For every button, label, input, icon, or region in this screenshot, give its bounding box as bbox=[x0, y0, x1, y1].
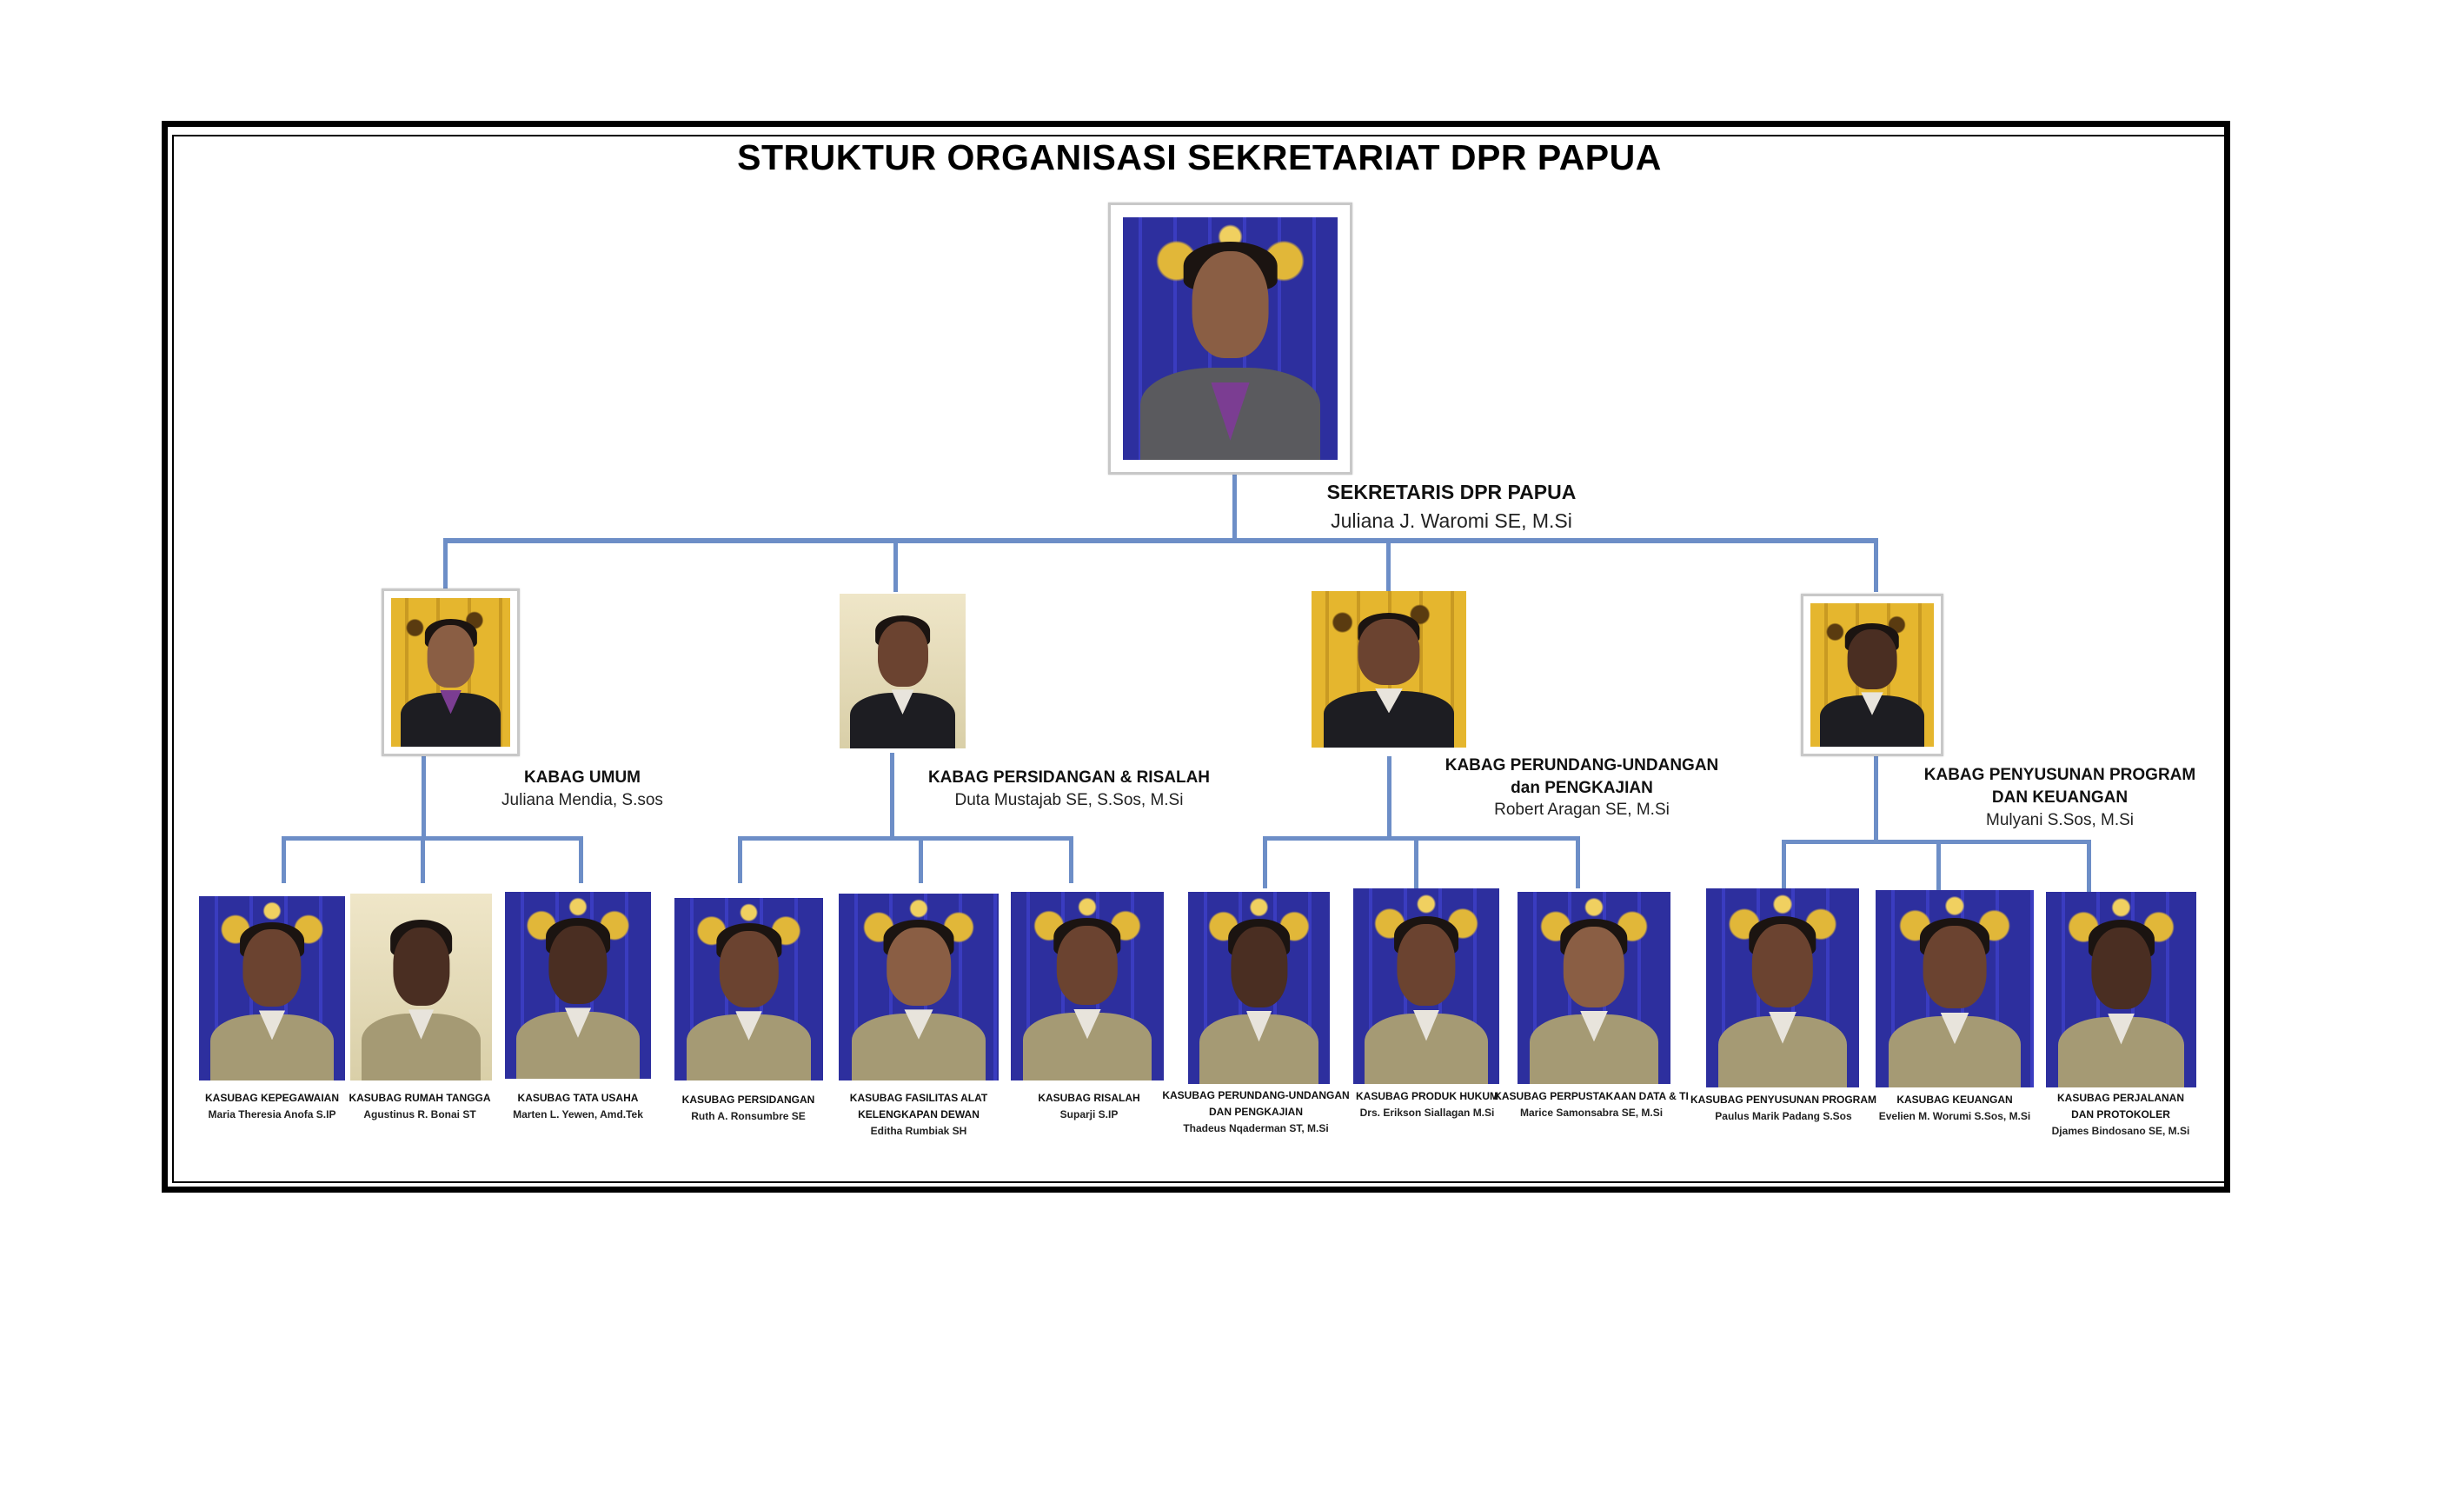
connector-g1-drop-b bbox=[421, 836, 425, 883]
kasubag-perjalanan-name: Djames Bindosano SE, M.Si bbox=[2051, 1125, 2190, 1137]
kasubag-photo bbox=[1353, 888, 1499, 1084]
kasubag-photo bbox=[839, 894, 999, 1080]
kasubag-rumah-tangga-name: Agustinus R. Bonai ST bbox=[363, 1108, 476, 1120]
sekretaris-role: SEKRETARIS DPR PAPUA bbox=[1326, 481, 1577, 503]
connector-g3-vertical bbox=[1387, 756, 1391, 840]
kasubag-persidangan-name: Ruth A. Ronsumbre SE bbox=[691, 1110, 806, 1122]
kabag-penyusunan-role-line2: DAN KEUANGAN bbox=[1991, 788, 2129, 807]
kasubag-photo bbox=[1188, 892, 1330, 1084]
kasubag-photo bbox=[350, 894, 492, 1080]
connector-top-vertical bbox=[1232, 474, 1237, 541]
kabag-umum-role: KABAG UMUM bbox=[523, 768, 641, 787]
connector-g2-drop-b bbox=[919, 836, 923, 883]
kasubag-tata-usaha-name: Marten L. Yewen, Amd.Tek bbox=[513, 1108, 643, 1120]
connector-g3-drop-c bbox=[1576, 836, 1580, 888]
kabag-penyusunan-name: Mulyani S.Sos, M.Si bbox=[1986, 811, 2134, 829]
kasubag-perpustakaan-name: Marice Samonsabra SE, M.Si bbox=[1519, 1107, 1664, 1119]
kasubag-kepegawaian-role: KASUBAG KEPEGAWAIAN bbox=[204, 1092, 339, 1104]
kasubag-persidangan-role: KASUBAG PERSIDANGAN bbox=[681, 1094, 815, 1106]
kasubag-produk-hukum-name: Drs. Erikson Siallagan M.Si bbox=[1359, 1107, 1495, 1119]
kasubag-tata-usaha-role: KASUBAG TATA USAHA bbox=[517, 1092, 639, 1104]
kabag-perundangan-role-line2: dan PENGKAJIAN bbox=[1511, 779, 1653, 797]
kasubag-fasilitas-role-line2: KELENGKAPAN DEWAN bbox=[858, 1108, 980, 1120]
kasubag-perjalanan-role-line2: DAN PROTOKOLER bbox=[2071, 1108, 2170, 1120]
connector-g2-drop-c bbox=[1069, 836, 1073, 883]
kasubag-produk-hukum-role: KASUBAG PRODUK HUKUM bbox=[1356, 1090, 1498, 1102]
kabag-persidangan-photo bbox=[840, 594, 966, 748]
connector-g1-drop-c bbox=[579, 836, 583, 883]
connector-g3-drop-a bbox=[1263, 836, 1267, 888]
kabag-perundangan-role-line1: KABAG PERUNDANG-UNDANGAN bbox=[1445, 756, 1719, 775]
kasubag-photo bbox=[1518, 892, 1670, 1084]
kasubag-perundangan-name: Thadeus Nqaderman ST, M.Si bbox=[1183, 1122, 1329, 1134]
connector-g1-drop-a bbox=[282, 836, 286, 883]
chart-title: STRUKTUR ORGANISASI SEKRETARIAT DPR PAPUA bbox=[737, 137, 1662, 177]
kabag-penyusunan-photo bbox=[1801, 594, 1943, 756]
kasubag-photo bbox=[1876, 890, 2034, 1087]
kabag-persidangan-role: KABAG PERSIDANGAN & RISALAH bbox=[927, 768, 1211, 787]
connector-drop-2 bbox=[893, 538, 898, 592]
kabag-perundangan-photo bbox=[1312, 591, 1466, 748]
kasubag-penyusunan-name: Paulus Marik Padang S.Sos bbox=[1715, 1110, 1852, 1122]
kasubag-photo bbox=[674, 898, 823, 1080]
kasubag-rumah-tangga-role: KASUBAG RUMAH TANGGA bbox=[349, 1092, 491, 1104]
connector-drop-3 bbox=[1386, 538, 1391, 592]
connector-g3-drop-b bbox=[1414, 836, 1418, 888]
kabag-persidangan-name: Duta Mustajab SE, S.Sos, M.Si bbox=[954, 791, 1184, 809]
connector-drop-1 bbox=[443, 538, 448, 592]
kasubag-photo bbox=[1706, 888, 1859, 1087]
connector-g4-vertical bbox=[1874, 756, 1878, 843]
kasubag-photo bbox=[505, 892, 651, 1079]
kabag-umum-name: Juliana Mendia, S.sos bbox=[501, 791, 663, 809]
kasubag-perjalanan-role-line1: KASUBAG PERJALANAN bbox=[2056, 1092, 2184, 1104]
connector-g2-drop-a bbox=[738, 836, 742, 883]
connector-g1-vertical bbox=[422, 753, 426, 840]
connector-g4-drop-c bbox=[2087, 840, 2091, 892]
kasubag-perundangan-role-line1: KASUBAG PERUNDANG-UNDANGAN bbox=[1162, 1089, 1350, 1101]
kasubag-perundangan-role-line2: DAN PENGKAJIAN bbox=[1208, 1106, 1303, 1118]
connector-g3-horizontal bbox=[1263, 836, 1580, 841]
kasubag-photo bbox=[199, 896, 345, 1080]
kasubag-penyusunan-role: KASUBAG PENYUSUNAN PROGRAM bbox=[1690, 1094, 1876, 1106]
kasubag-photo bbox=[1011, 892, 1164, 1080]
kasubag-kepegawaian-name: Maria Theresia Anofa S.IP bbox=[208, 1108, 336, 1120]
kabag-penyusunan-role-line1: KABAG PENYUSUNAN PROGRAM bbox=[1923, 766, 2196, 784]
kasubag-fasilitas-role-line1: KASUBAG FASILITAS ALAT bbox=[849, 1092, 988, 1104]
sekretaris-photo bbox=[1108, 203, 1352, 475]
kabag-perundangan-name: Robert Aragan SE, M.Si bbox=[1494, 801, 1670, 819]
connector-drop-4 bbox=[1874, 538, 1878, 592]
kasubag-photo bbox=[2046, 892, 2196, 1087]
connector-g1-horizontal bbox=[282, 836, 583, 841]
connector-top-horizontal bbox=[443, 538, 1877, 543]
kasubag-risalah-name: Suparji S.IP bbox=[1059, 1108, 1119, 1120]
kasubag-keuangan-name: Evelien M. Worumi S.Sos, M.Si bbox=[1878, 1110, 2031, 1122]
connector-g4-drop-b bbox=[1936, 840, 1941, 892]
kasubag-perpustakaan-role: KASUBAG PERPUSTAKAAN DATA & TI bbox=[1494, 1090, 1689, 1102]
kasubag-risalah-role: KASUBAG RISALAH bbox=[1038, 1092, 1140, 1104]
kasubag-keuangan-role: KASUBAG KEUANGAN bbox=[1896, 1094, 2013, 1106]
kabag-umum-photo bbox=[382, 588, 520, 756]
kasubag-fasilitas-name: Editha Rumbiak SH bbox=[870, 1125, 967, 1137]
connector-g2-vertical bbox=[890, 753, 894, 840]
sekretaris-name: Juliana J. Waromi SE, M.Si bbox=[1331, 509, 1572, 532]
connector-g2-horizontal bbox=[738, 836, 1073, 841]
connector-g4-drop-a bbox=[1782, 840, 1786, 892]
